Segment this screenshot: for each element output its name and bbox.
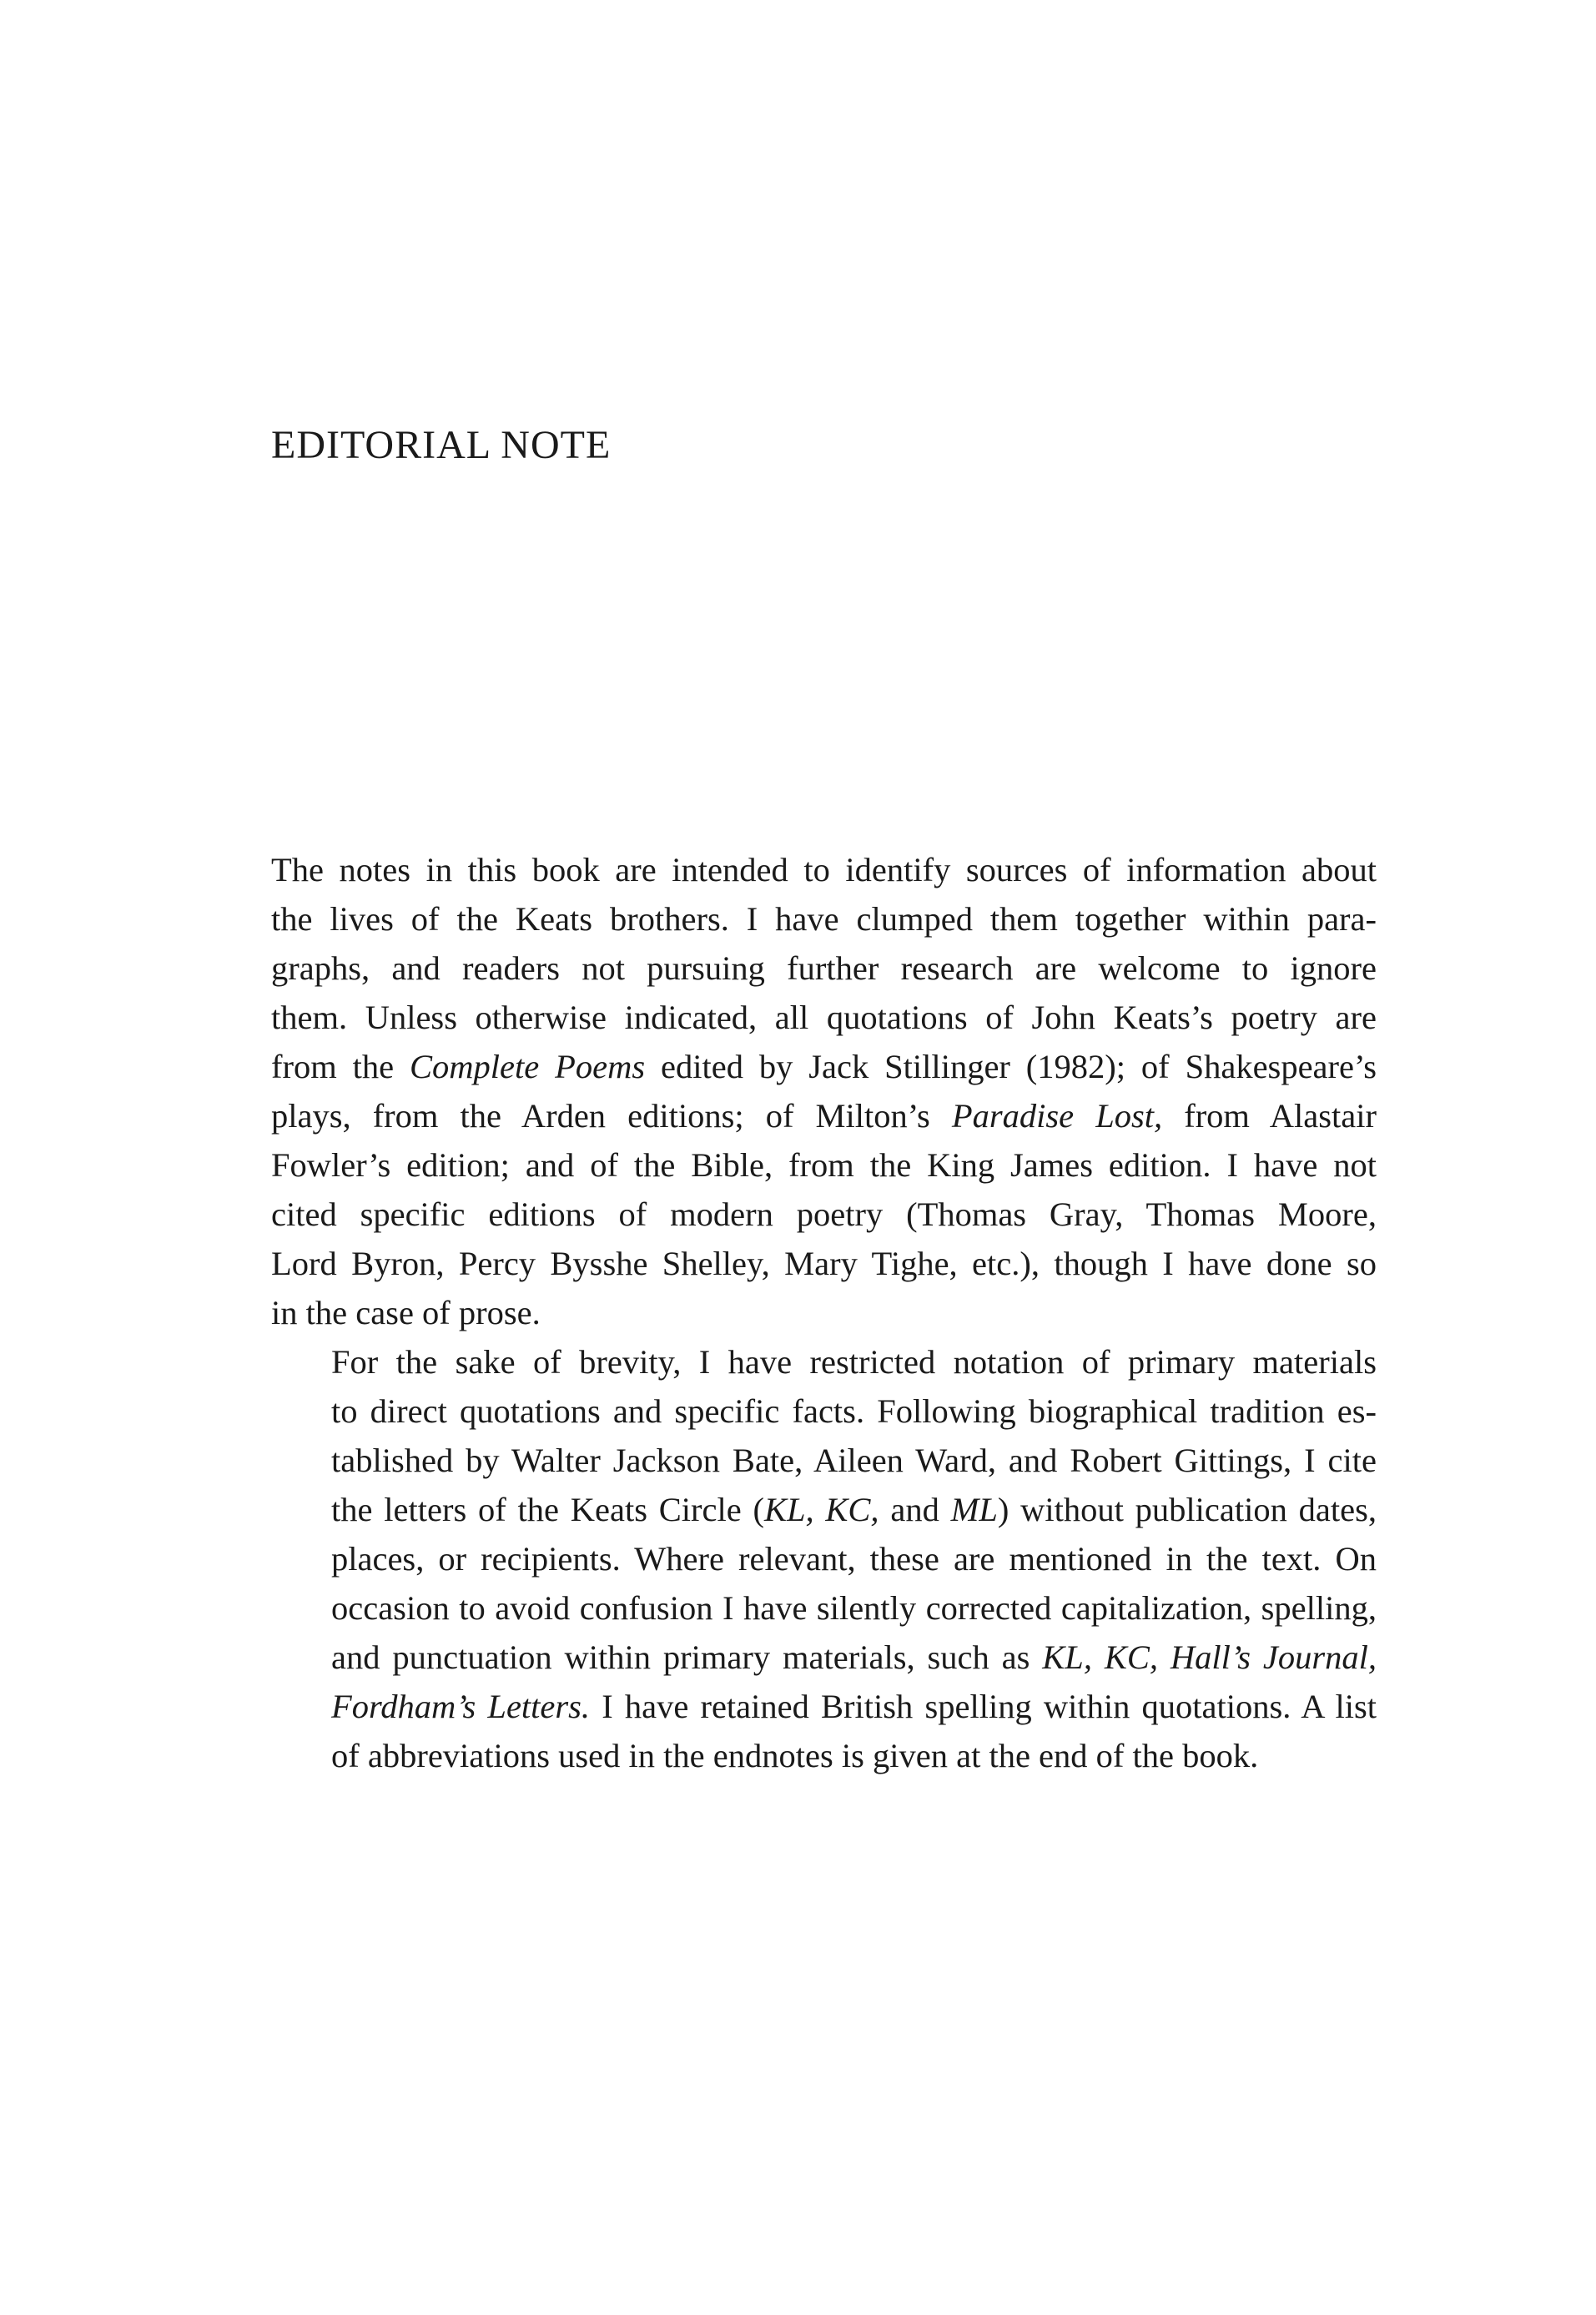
text-line: Fordham’s Letters. I have retained British spelling within quotations. A list	[331, 1688, 1377, 1725]
text-line: to direct quotations and specific facts. Following biographical tradition es-	[331, 1392, 1377, 1430]
page-title: EDITORIAL NOTE	[271, 423, 612, 467]
italic-title: Complete Poems	[410, 1048, 646, 1085]
italic-title: Fordham’s Letters.	[331, 1688, 591, 1725]
text-line: occasion to avoid confusion I have silently corrected capitalization, spelling,	[331, 1589, 1377, 1627]
text-line: plays, from the Arden editions; of Milton’s Paradise Lost, from Alastair	[271, 1097, 1377, 1135]
text-line: For the sake of brevity, I have restricted notation of primary materials	[331, 1343, 1377, 1381]
paragraph-1	[271, 845, 1377, 1337]
italic-title: KL, KC,	[763, 1491, 879, 1528]
text-line: the lives of the Keats brothers. I have clumped them together within para-	[271, 900, 1377, 938]
text-line: The notes in this book are intended to identify sources of information about	[271, 851, 1377, 888]
text-line: Fowler’s edition; and of the Bible, from the King James edition. I have not	[271, 1146, 1377, 1184]
text-line: Lord Byron, Percy Bysshe Shelley, Mary Tighe, etc.), though I have done so	[271, 1245, 1377, 1282]
text-line: graphs, and readers not pursuing further research are welcome to ignore	[271, 949, 1377, 987]
text-line: from the Complete Poems edited by Jack Stillinger (1982); of Shakespeare’s	[271, 1048, 1377, 1085]
text-line: tablished by Walter Jackson Bate, Aileen Ward, and Robert Gittings, I cite	[331, 1442, 1377, 1479]
text-line: cited specific editions of modern poetry (Thomas Gray, Thomas Moore,	[271, 1195, 1377, 1233]
text-line: them. Unless otherwise indicated, all quotations of John Keats’s poetry are	[271, 999, 1377, 1036]
italic-title: Paradise Lost,	[951, 1097, 1163, 1135]
italic-title: ML	[950, 1491, 998, 1528]
text-line: in the case of prose.	[271, 1294, 541, 1331]
text-line: of abbreviations used in the endnotes is given at the end of the book.	[331, 1737, 1259, 1774]
text-line: places, or recipients. Where relevant, these are mentioned in the text. On	[331, 1540, 1377, 1578]
text-line: and punctuation within primary materials, such as KL, KC, Hall’s Journal,	[331, 1638, 1377, 1676]
text-line: the letters of the Keats Circle (KL, KC, and ML) without publication dates,	[331, 1491, 1377, 1528]
body-text	[271, 845, 1377, 1780]
italic-title: KL, KC, Hall’s Journal,	[1042, 1638, 1377, 1676]
paragraph-2	[271, 1337, 1377, 1780]
